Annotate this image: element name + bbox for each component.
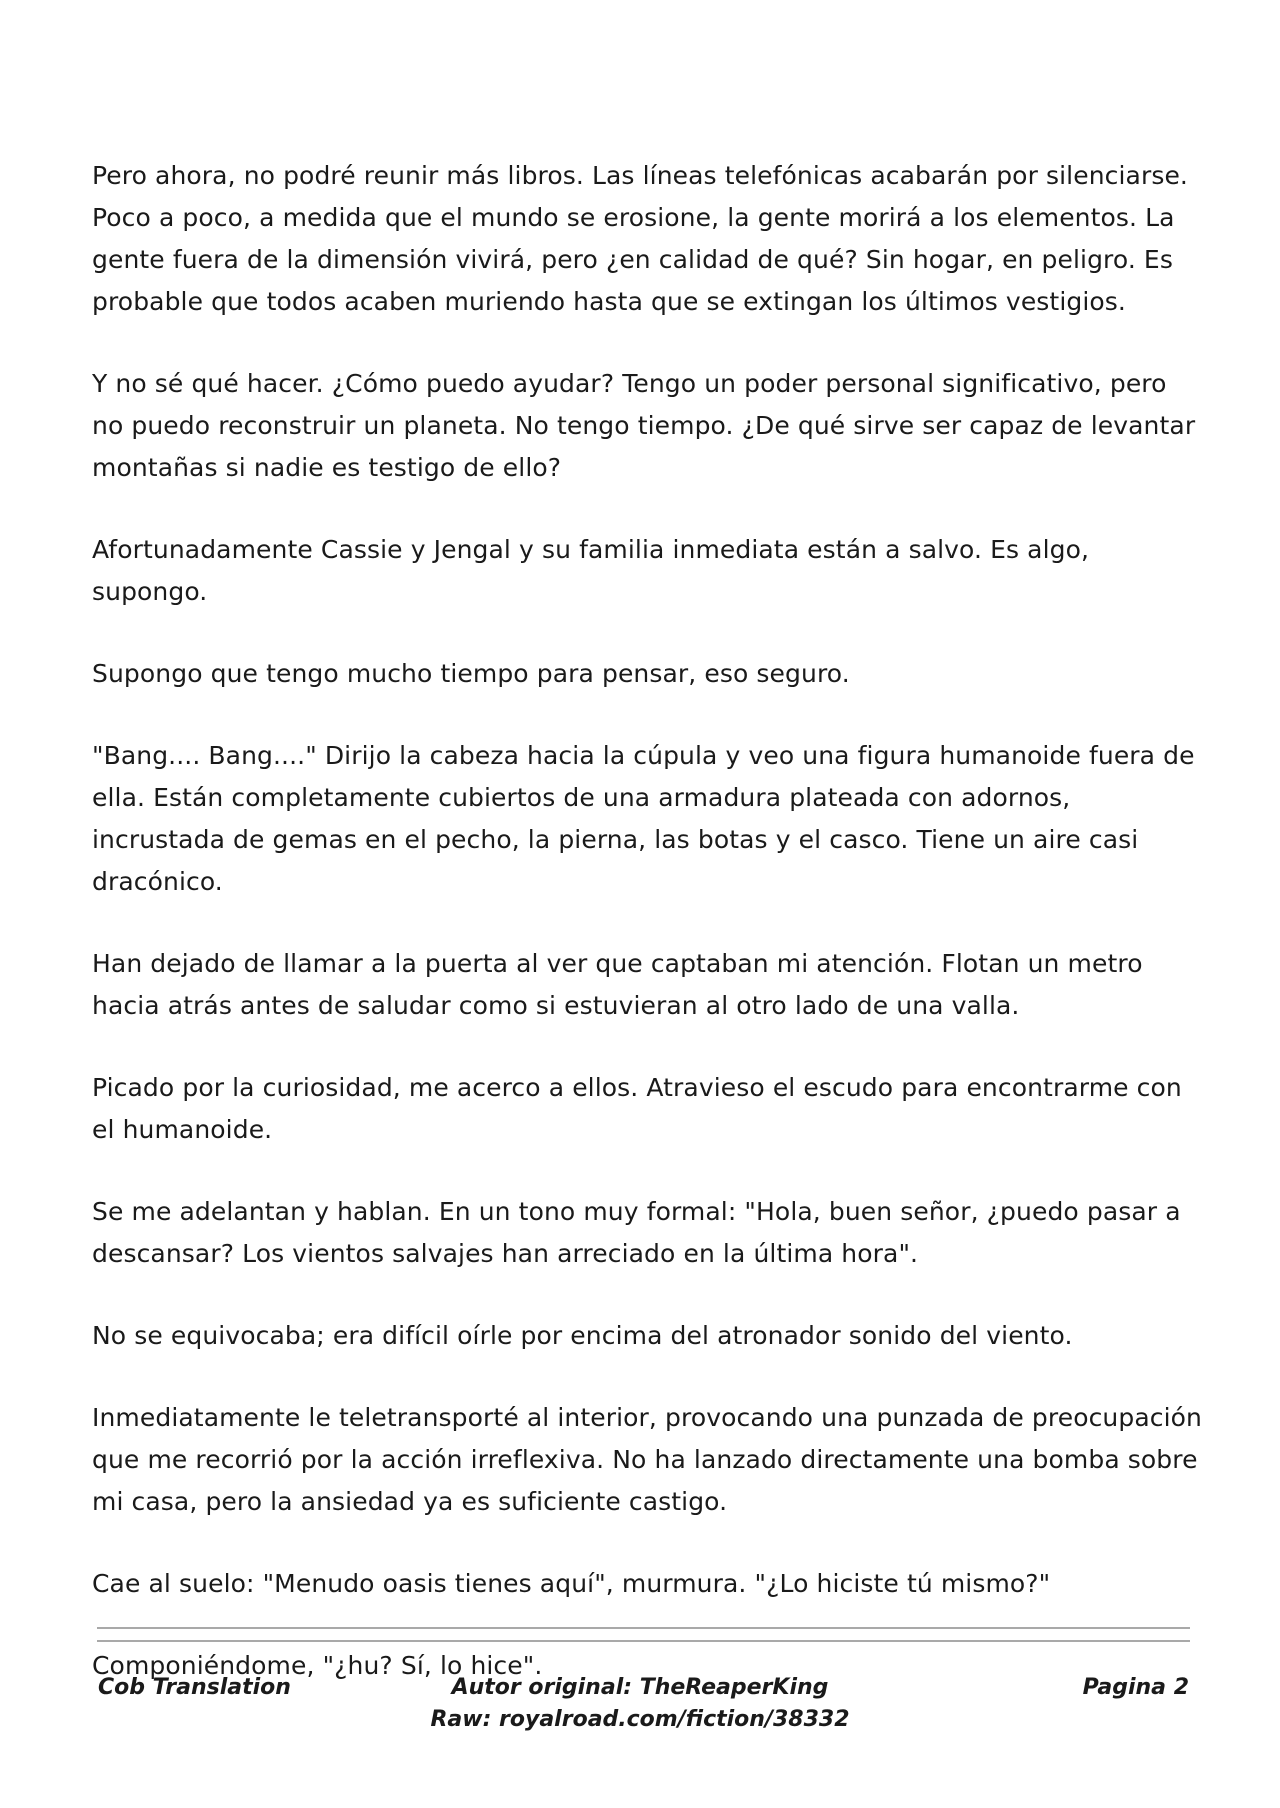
footer-author: Autor original: TheReaperKing [451, 1675, 829, 1700]
paragraph-2: Y no sé qué hacer. ¿Cómo puedo ayudar? Tengo un poder personal significativo, pero no puedo reconstruir un planeta. No tengo tiempo. ¿De qué sirve ser capaz de levantar montañas si nadie es testigo de ello? [92, 369, 1196, 482]
paragraph-1: Pero ahora, no podré reunir más libros. Las líneas telefónicas acabarán por silenciarse. Poco a poco, a medida que el mundo se erosione, la gente morirá a los elementos. La gente fuera de la dimensión vivirá, pero ¿en calidad de qué? Sin hogar, en peligro. Es probable que todos acaben muriendo hasta que se extingan los últimos vestigios. [92, 161, 1188, 316]
footer-page-number: Pagina 2 [1082, 1675, 1189, 1700]
paragraph-12: Componiéndome, "¿hu? Sí, lo hice". [92, 1651, 543, 1680]
paragraph-3: Afortunadamente Cassie y Jengal y su familia inmediata están a salvo. Es algo, supongo. [92, 535, 1090, 606]
footer-divider-bottom [97, 1640, 1190, 1642]
paragraph-9: No se equivocaba; era difícil oírle por encima del atronador sonido del viento. [92, 1321, 1073, 1350]
footer-credits [340, 1672, 940, 1736]
paragraph-8: Se me adelantan y hablan. En un tono muy formal: "Hola, buen señor, ¿puedo pasar a descansar? Los vientos salvajes han arreciado en la última hora". [92, 1197, 1181, 1268]
paragraph-11: Cae al suelo: "Menudo oasis tienes aquí", murmura. "¿Lo hiciste tú mismo?" [92, 1569, 1051, 1598]
body-text [92, 155, 1202, 1727]
paragraph-4: Supongo que tengo mucho tiempo para pensar, eso seguro. [92, 659, 850, 688]
paragraph-10: Inmediatamente le teletransporté al interior, provocando una punzada de preocupación que me recorrió por la acción irreflexiva. No ha lanzado directamente una bomba sobre mi casa, pero la ansiedad ya es suficiente castigo. [92, 1403, 1202, 1516]
paragraph-6: Han dejado de llamar a la puerta al ver que captaban mi atención. Flotan un metro hacia atrás antes de saludar como si estuvieran al otro lado de una valla. [92, 949, 1143, 1020]
footer-raw-source: Raw: royalroad.com/fiction/38332 [430, 1707, 850, 1732]
footer-translator: Cob Translation [98, 1675, 291, 1700]
paragraph-5: "Bang.... Bang...." Dirijo la cabeza hacia la cúpula y veo una figura humanoide fuera de ella. Están completamente cubiertos de una armadura plateada con adornos, incrustada de gemas en el pecho, la pierna, las botas y el casco. Tiene un aire casi dracónico. [92, 741, 1195, 896]
paragraph-7: Picado por la curiosidad, me acerco a ellos. Atravieso el escudo para encontrarme con el humanoide. [92, 1073, 1182, 1144]
footer-divider-top [97, 1627, 1190, 1629]
